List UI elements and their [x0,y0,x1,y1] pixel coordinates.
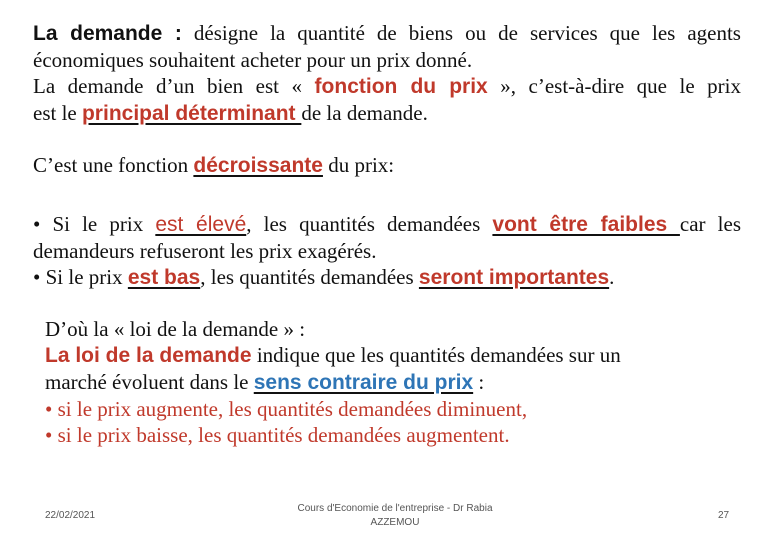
term-vont-etre-faibles: vont être faibles [492,213,680,236]
law-bullet-increase: • si le prix augmente, les quantités demandées diminuent, [45,397,528,421]
case-high-price-line-1: • Si le prix est élevé, les quantités demandées vont être faibles car les [33,212,741,236]
definition-line-3: La demande d’un bien est « fonction du prix », c’est-à-dire que le prix [33,74,742,98]
term-est-bas: est bas [127,266,201,289]
price-cases-list [33,211,741,291]
term-la-demande: La demande : [33,22,182,45]
definition-line-4: est le principal déterminant de la demande. [33,101,428,125]
law-intro-line: D’où la « loi de la demande » : [45,317,306,341]
term-principal-determinant: principal déterminant [81,102,302,125]
case-high-price-line-2: demandeurs refuseront les prix exagérés. [33,239,377,263]
footer-title: Cours d'Economie de l'entreprise - Dr Rabia AZZEMOU [297,503,493,528]
term-seront-importantes: seront importantes [418,266,610,289]
term-sens-contraire-du-prix: sens contraire du prix [253,371,474,394]
term-fonction-du-prix: fonction du prix [314,75,488,98]
term-decroissante: décroissante [193,154,323,177]
definition-line-1: La demande : désigne la quantité de biens ou de services que les agents [33,21,741,45]
law-bullet-decrease: • si le prix baisse, les quantités demandées augmentent. [45,423,510,447]
footer-page-number: 27 [718,510,730,521]
term-loi-de-la-demande: La loi de la demande [45,344,252,367]
case-low-price-line: • Si le prix est bas, les quantités demandées seront importantes. [33,265,615,289]
law-line-3: marché évoluent dans le sens contraire du prix : [45,370,485,394]
definition-line-2: économiques souhaitent acheter pour un prix donné. [33,48,473,72]
definition-paragraph [33,20,741,127]
footer-date: 22/02/2021 [45,510,96,521]
decreasing-function-line: C’est une fonction décroissante du prix: [33,153,395,177]
law-line-2: La loi de la demande indique que les quantités demandées sur un [45,343,621,367]
term-est-eleve: est élevé [155,213,247,236]
law-of-demand-paragraph [45,316,735,448]
